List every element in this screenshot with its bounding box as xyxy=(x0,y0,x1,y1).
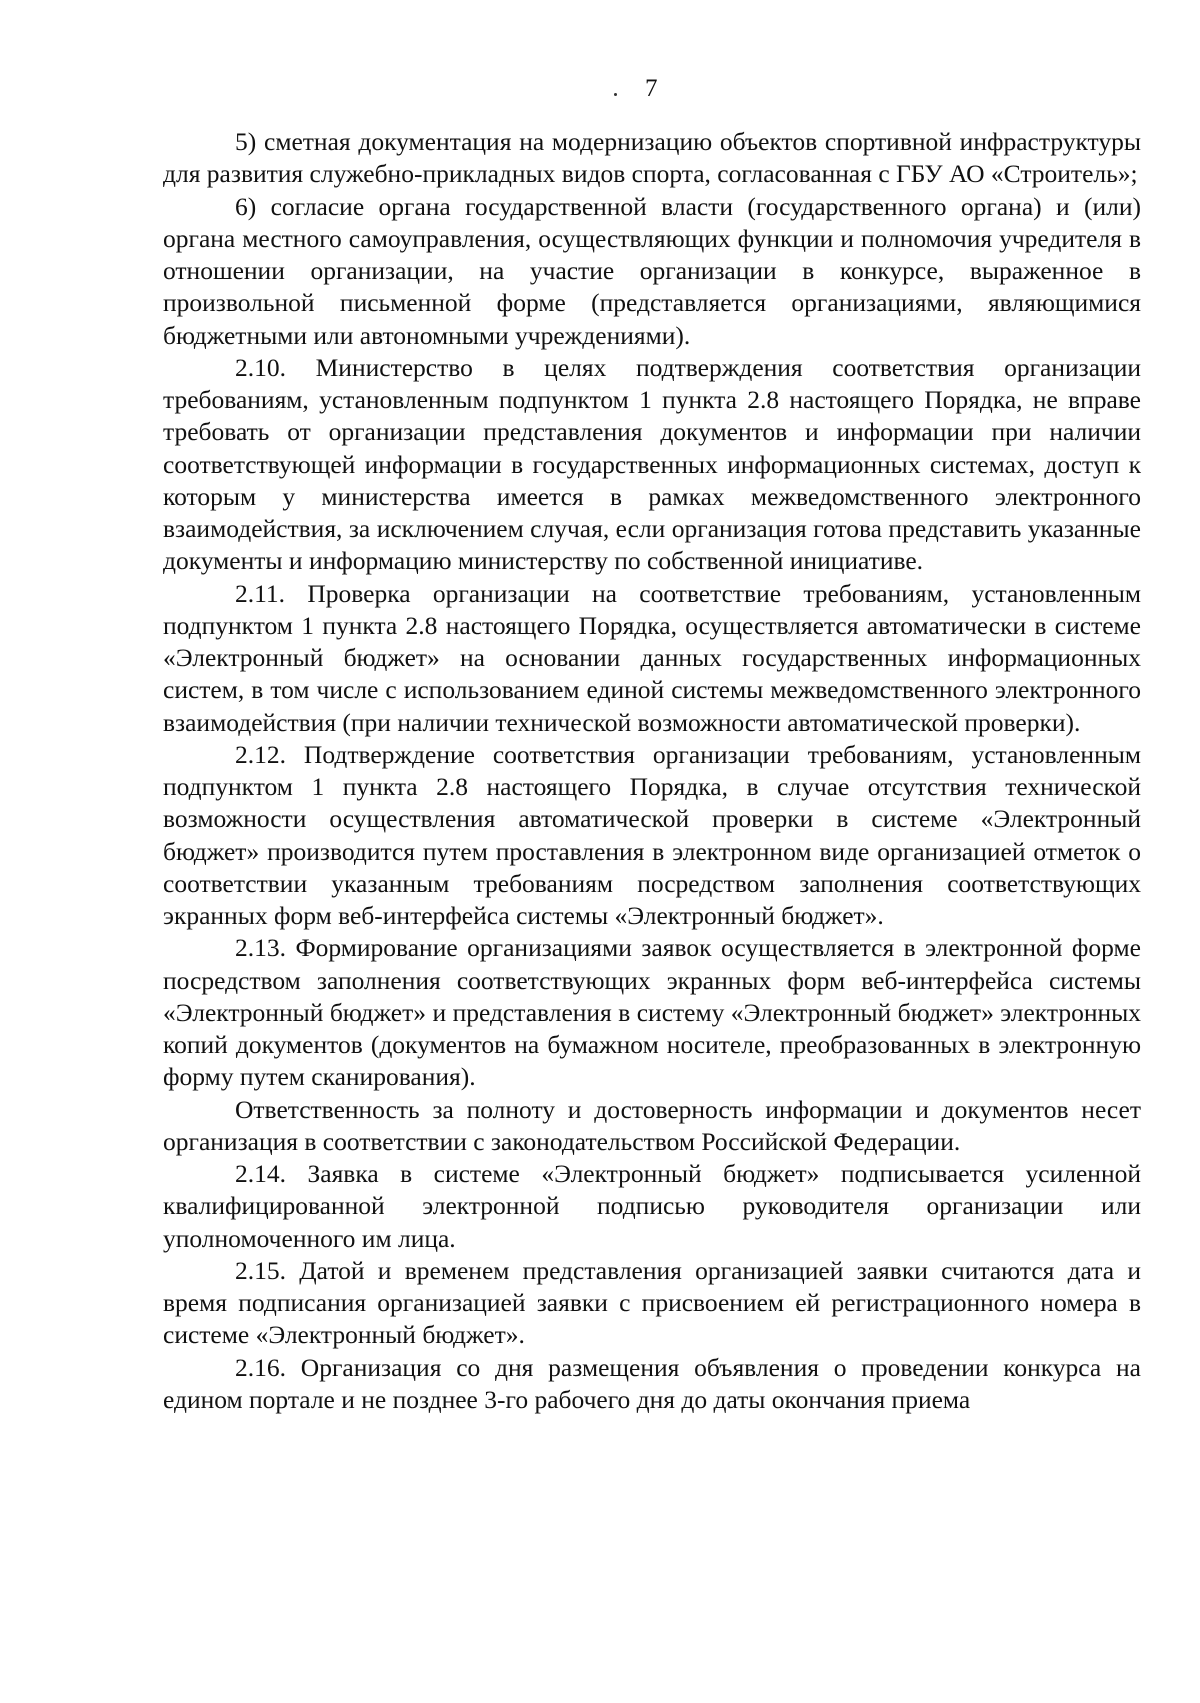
paragraph-2-15: 2.15. Датой и временем представления организацией заявки считаются дата и время подписания организацией заявки с присвоением ей регистрационного номера в системе «Электронный бюджет». xyxy=(163,1255,1141,1350)
paragraph-2-16: 2.16. Организация со дня размещения объявления о проведении конкурса на едином портале и не позднее 3-го рабочего дня до даты окончания приема xyxy=(163,1352,1141,1414)
paragraph-responsibility: Ответственность за полноту и достоверность информации и документов несет организация в соответствии с законодательством Российской Федерации. xyxy=(163,1094,1141,1156)
paragraph-item-6: 6) согласие органа государственной власти (государственного органа) и (или) органа местного самоуправления, осуществляющих функции и полномочия учредителя в отношении организации, на участие организации в конкурсе, выраженное в произвольной письменной форме (представляется организациями, являющимися бюджетными или автономными учреждениями). xyxy=(163,191,1141,350)
document-body xyxy=(163,126,1141,1416)
paragraph-item-5: 5) сметная документация на модернизацию объектов спортивной инфраструктуры для развития служебно-прикладных видов спорта, согласованная с ГБУ АО «Строитель»; xyxy=(163,127,1141,189)
paragraph-2-11: 2.11. Проверка организации на соответствие требованиям, установленным подпунктом 1 пункта 2.8 настоящего Порядка, осуществляется автоматически в системе «Электронный бюджет» на основании данных государственных информационных систем, в том числе с использованием единой системы межведомственного электронного взаимодействия (при наличии технической возможности автоматической проверки). xyxy=(163,578,1141,737)
scan-speck xyxy=(614,93,617,96)
paragraph-2-13: 2.13. Формирование организациями заявок осуществляется в электронной форме посредством заполнения соответствующих экранных форм веб-интерфейса системы «Электронный бюджет» и представления в систему «Электронный бюджет» электронных копий документов (документов на бумажном носителе, преобразованных в электронную форму путем сканирования). xyxy=(163,933,1141,1092)
page-number: 7 xyxy=(645,75,658,102)
paragraph-2-12: 2.12. Подтверждение соответствия организации требованиям, установленным подпунктом 1 пункта 2.8 настоящего Порядка, в случае отсутствия технической возможности осуществления автоматической проверки в системе «Электронный бюджет» производится путем проставления в электронном виде организацией отметок о соответствии указанным требованиям посредством заполнения соответствующих экранных форм веб-интерфейса системы «Электронный бюджет». xyxy=(163,739,1141,930)
paragraph-2-10: 2.10. Министерство в целях подтверждения соответствия организации требованиям, установленным подпунктом 1 пункта 2.8 настоящего Порядка, не вправе требовать от организации представления документов и информации при наличии соответствующей информации в государственных информационных системах, доступ к которым у министерства имеется в рамках межведомственного электронного взаимодействия, за исключением случая, если организация готова представить указанные документы и информацию министерству по собственной инициативе. xyxy=(163,352,1141,576)
paragraph-2-14: 2.14. Заявка в системе «Электронный бюджет» подписывается усиленной квалифицированной электронной подписью руководителя организации или уполномоченного им лица. xyxy=(163,1159,1141,1253)
